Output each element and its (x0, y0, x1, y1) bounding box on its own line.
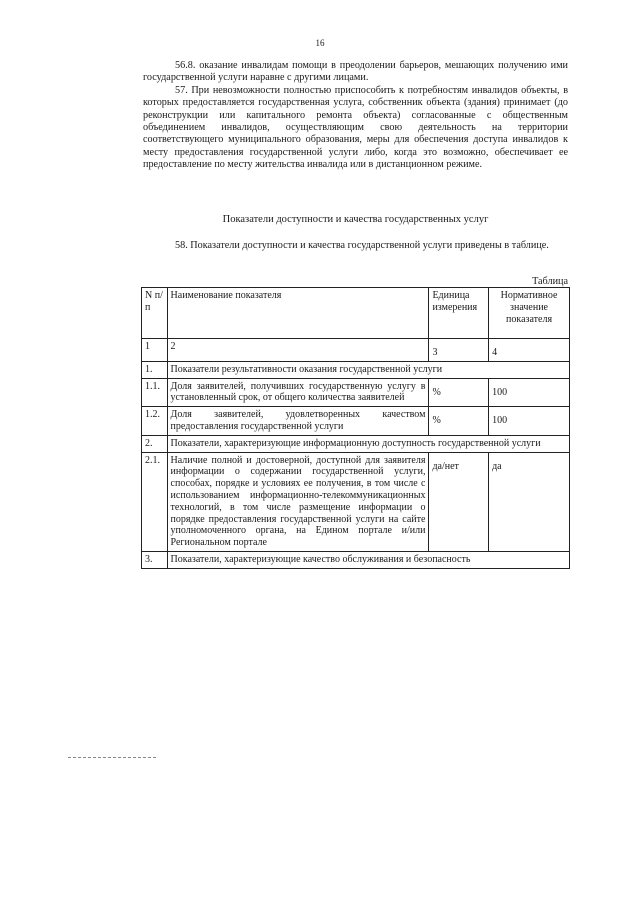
footer-rule (68, 757, 156, 758)
header-name: Наименование показателя (167, 288, 429, 339)
col-number: 1 (142, 339, 168, 362)
row-num: 1.2. (142, 407, 168, 436)
page-number: 16 (315, 38, 325, 48)
header-norm: Нормативное значение показателя (489, 288, 570, 339)
row-unit: да/нет (429, 452, 489, 551)
row-section-title: Показатели, характеризующие информационную доступность государственной услуги (167, 435, 569, 452)
paragraph-56-8: 56.8. оказание инвалидам помощи в преодолении барьеров, мешающих получению ими государственной услуги наравне с другими лицами. (143, 60, 568, 84)
row-section-title: Показатели результативности оказания государственной услуги (167, 361, 569, 378)
section-title: Показатели доступности и качества государственных услуг (222, 214, 489, 225)
table-label: Таблица (532, 276, 568, 287)
header-num: N п/п (142, 288, 168, 339)
table-header-row (142, 288, 570, 339)
row-unit: % (429, 407, 489, 436)
row-num: 1.1. (142, 378, 168, 407)
body-paragraphs (143, 60, 568, 172)
table-row (142, 361, 570, 378)
row-unit: % (429, 378, 489, 407)
table-row (142, 378, 570, 407)
row-num: 3. (142, 551, 168, 568)
table-row (142, 435, 570, 452)
col-number: 4 (489, 339, 570, 362)
row-num: 2.1. (142, 452, 168, 551)
row-norm: да (489, 452, 570, 551)
row-num: 2. (142, 435, 168, 452)
table-row (142, 407, 570, 436)
indicators-table (141, 287, 570, 569)
col-number: 2 (167, 339, 429, 362)
table-row (142, 551, 570, 568)
row-section-title: Показатели, характеризующие качество обслуживания и безопасность (167, 551, 569, 568)
col-number: 3 (429, 339, 489, 362)
row-norm: 100 (489, 378, 570, 407)
row-name: Доля заявителей, получивших государственную услугу в установленный срок, от общего количества заявителей (167, 378, 429, 407)
paragraph-57: 57. При невозможности полностью приспособить к потребностям инвалидов объекты, в которых предоставляется государственная услуга, собственник объекта (здания) принимает (до реконструкции или капитального ремонта объекта) согласованные с общественным объединением инвалидов, осуществляющим свою деятельность на территории соответствующего муниципального образования, меры для обеспечения доступа инвалидов к месту предоставления государственной услуги либо, когда это возможно, обеспечивает ее предоставление по месту жительства инвалида или в дистанционном режиме. (143, 84, 568, 171)
row-norm: 100 (489, 407, 570, 436)
paragraph-58: 58. Показатели доступности и качества государственной услуги приведены в таблице. (175, 240, 549, 251)
row-num: 1. (142, 361, 168, 378)
header-unit: Единица измерения (429, 288, 489, 339)
paragraph-58-block (143, 240, 568, 252)
row-name: Доля заявителей, удовлетворенных качеством предоставления государственной услуги (167, 407, 429, 436)
table-row (142, 452, 570, 551)
column-numbers-row (142, 339, 570, 362)
row-name: Наличие полной и достоверной, доступной для заявителя информации о содержании государственной услуги, способах, порядке и условиях ее получения, в том числе с использованием информационно-телекоммуникационных технологий, в том числе размещение информации о порядке предоставления государственной услуги на сайте уполномоченного органа, на Едином портале и/или Региональном портале (167, 452, 429, 551)
